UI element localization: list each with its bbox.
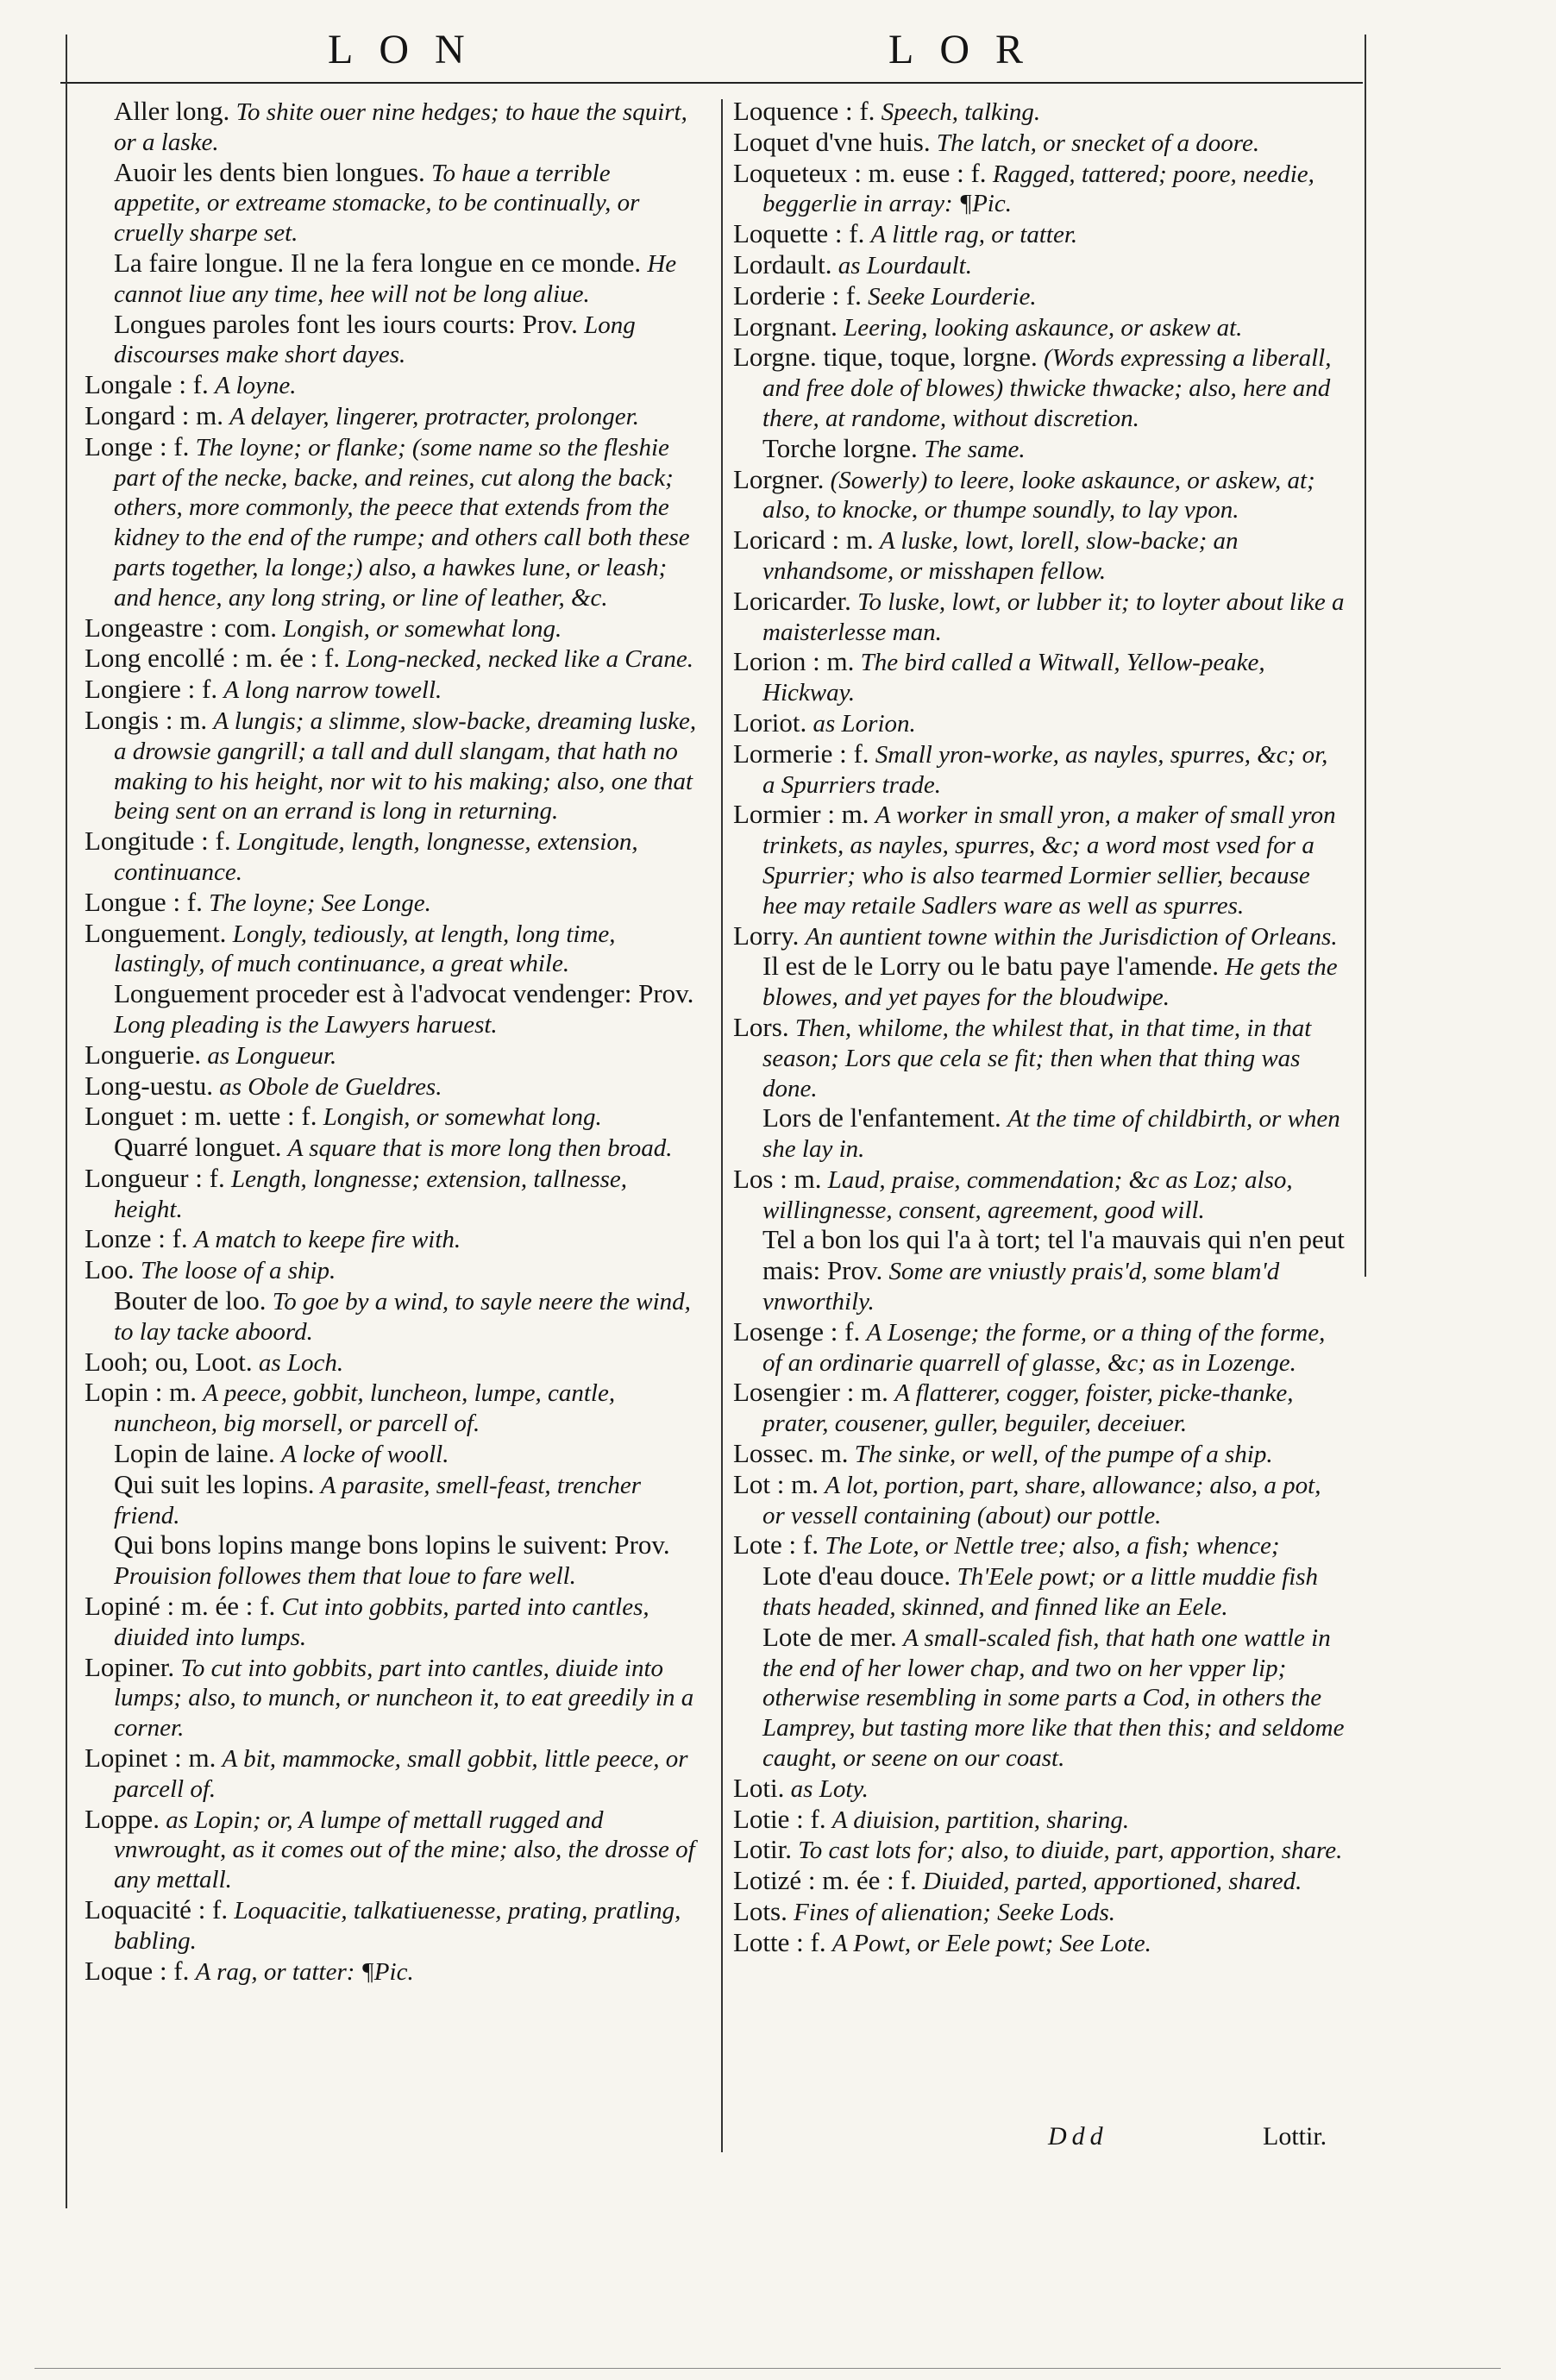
dictionary-entry xyxy=(733,281,1346,312)
entry-definition: Then, whilome, the whilest that, in that time, in that season; Lors que cela se fit; then when that thing was done. xyxy=(762,1014,1312,1102)
dictionary-entry xyxy=(733,128,1346,159)
entry-headword: Torche lorgne. xyxy=(762,432,918,463)
dictionary-entry xyxy=(85,1286,701,1347)
entry-headword: Lopiné : m. ée : f. xyxy=(85,1591,276,1622)
entry-definition: Long discourses make short dayes. xyxy=(114,311,636,369)
entry-headword: Longitude : f. xyxy=(85,826,231,857)
entry-definition: A parasite, smell-feast, trencher friend. xyxy=(114,1471,642,1529)
dictionary-entry xyxy=(85,1895,701,1956)
column-divider xyxy=(721,99,723,2152)
entry-headword: Tel a bon los qui l'a à tort; tel l'a mauvais qui n'en peut mais: Prov. xyxy=(762,1224,1345,1286)
entry-definition: A luske, lowt, lorell, slow-backe; an vnhandsome, or misshapen fellow. xyxy=(762,527,1239,585)
entry-definition: A locke of wooll. xyxy=(281,1441,449,1469)
entry-definition: To goe by a wind, to sayle neere the wind, to lay tacke aboord. xyxy=(114,1288,691,1346)
entry-headword: Lormerie : f. xyxy=(733,738,869,769)
entry-headword: Longuement. xyxy=(85,917,227,948)
entry-definition: Cut into gobbits, parted into cantles, diuided into lumps. xyxy=(114,1593,649,1651)
entry-headword: Lorderie : f. xyxy=(733,279,862,311)
dictionary-entry xyxy=(733,342,1346,433)
entry-headword: Loqueteux : m. euse : f. xyxy=(733,157,987,188)
dictionary-entry xyxy=(85,1530,701,1592)
entry-headword: Lote d'eau douce. xyxy=(762,1561,951,1592)
dictionary-entry xyxy=(85,675,701,706)
dictionary-entry xyxy=(85,1133,701,1164)
entry-headword: Loo. xyxy=(85,1254,135,1285)
entry-definition: The same. xyxy=(924,435,1026,463)
entry-headword: Lorry. xyxy=(733,920,800,951)
entry-definition: To haue a terrible appetite, or extreame stomacke, to be continually, or cruelly sharpe set. xyxy=(114,159,640,248)
dictionary-entry xyxy=(85,432,701,613)
signature-mark: Ddd xyxy=(1048,2122,1108,2151)
dictionary-entry xyxy=(733,1225,1346,1316)
entry-definition: A peece, gobbit, luncheon, lumpe, cantle, nuncheon, big morsell, or parcell of. xyxy=(114,1379,616,1438)
dictionary-entry xyxy=(85,158,701,248)
dictionary-entry xyxy=(733,219,1346,250)
entry-definition: A match to keepe fire with. xyxy=(193,1226,461,1254)
dictionary-entry xyxy=(733,1835,1346,1866)
dictionary-entry xyxy=(85,401,701,432)
entry-headword: Loquacité : f. xyxy=(85,1894,229,1925)
entry-definition: Fines of alienation; Seeke Lods. xyxy=(794,1899,1116,1927)
entry-headword: Longuerie. xyxy=(85,1039,202,1070)
dictionary-entry xyxy=(733,1317,1346,1378)
dictionary-entry xyxy=(85,1164,701,1225)
entry-headword: Loque : f. xyxy=(85,1955,190,1986)
dictionary-entry xyxy=(85,1592,701,1653)
entry-definition: A worker in small yron, a maker of small yron trinkets, as nayles, spurres, &c; a word most vsed for a Spurrier; who is also tearmed Lormier sellier, because hee may retaile Sadlers ware as well as spurres. xyxy=(762,801,1336,920)
dictionary-entry xyxy=(85,706,701,826)
entry-definition: A Losenge; the forme, or a thing of the forme, of an ordinarie quarrell of glasse, &c; as in Lozenge. xyxy=(762,1318,1326,1377)
dictionary-entry xyxy=(85,826,701,888)
entry-definition: Length, longnesse; extension, tallnesse, height. xyxy=(114,1165,628,1223)
entry-definition: A loyne. xyxy=(215,372,297,400)
entry-headword: Longiere : f. xyxy=(85,674,218,705)
entry-headword: Longard : m. xyxy=(85,399,223,430)
entry-headword: Lors. xyxy=(733,1011,789,1042)
entry-definition: A flatterer, cogger, foister, picke-thanke, prater, cousener, guller, beguiler, deceiuer. xyxy=(762,1379,1294,1438)
dictionary-entry xyxy=(733,1805,1346,1836)
entry-definition: To shite ouer nine hedges; to haue the squirt, or a laske. xyxy=(114,98,687,156)
entry-definition: A long narrow towell. xyxy=(223,676,442,705)
entry-headword: Longe : f. xyxy=(85,430,190,462)
dictionary-entry xyxy=(85,248,701,310)
entry-headword: Lorgnant. xyxy=(733,311,838,342)
entry-definition: as Lopin; or, A lumpe of mettall rugged and vnwrought, as it comes out of the mine; also, the drosse of any mettall. xyxy=(114,1805,695,1894)
entry-headword: Lote : f. xyxy=(733,1529,819,1561)
entry-definition: Longitude, length, longnesse, extension, continuance. xyxy=(114,828,638,886)
dictionary-entry xyxy=(733,465,1346,526)
dictionary-entry xyxy=(85,1102,701,1133)
entry-definition: The loyne; or flanke; (some name so the fleshie part of the necke, backe, and reines, cut along the back; others, more commonly, the peece that extends from the kidney to the end of the rumpe; and others call both these parts together, la longe;) also, a hawkes lune, or leash; and hence, any long string, or line of leather, &c. xyxy=(114,433,690,612)
dictionary-entry xyxy=(733,1561,1346,1623)
entry-definition: as Longueur. xyxy=(207,1041,337,1070)
entry-definition: Speech, talking. xyxy=(881,98,1041,126)
catchword: Lottir. xyxy=(1263,2122,1327,2151)
entry-headword: Lotte : f. xyxy=(733,1926,826,1957)
entry-definition: (Words expressing a liberall, and free dole of blowes) thwicke thwacke; also, here and there, at randome, without discretion. xyxy=(762,344,1332,432)
entry-headword: Aller long. xyxy=(114,96,230,126)
entry-definition: A Powt, or Eele powt; See Lote. xyxy=(831,1929,1151,1957)
right-running-head: LOR xyxy=(888,27,1049,72)
entry-headword: Lot : m. xyxy=(733,1468,819,1499)
entry-headword: Lotir. xyxy=(733,1834,793,1865)
entry-definition: An auntient towne within the Jurisdiction of Orleans. xyxy=(805,922,1338,951)
entry-headword: Lote de mer. xyxy=(762,1621,897,1652)
entry-definition: Seeke Lourderie. xyxy=(868,282,1037,311)
entry-definition: The Lote, or Nettle tree; also, a fish; whence; xyxy=(825,1532,1280,1561)
entry-definition: A rag, or tatter: ¶Pic. xyxy=(195,1957,414,1986)
entry-definition: as Obole de Gueldres. xyxy=(219,1072,442,1101)
entry-headword: Lordault. xyxy=(733,248,832,279)
dictionary-entry xyxy=(733,800,1346,920)
entry-headword: Losengier : m. xyxy=(733,1377,888,1408)
entry-definition: To cast lots for; also, to diuide, part, apportion, share. xyxy=(798,1837,1343,1865)
entry-definition: A square that is more long then broad. xyxy=(287,1134,673,1163)
dictionary-entry xyxy=(733,250,1346,281)
dictionary-entry xyxy=(85,1743,701,1805)
entry-headword: Loricarder. xyxy=(733,585,851,616)
entry-headword: Loriot. xyxy=(733,706,807,738)
entry-headword: Longuement proceder est à l'advocat vendenger: Prov. xyxy=(114,978,694,1009)
dictionary-entry xyxy=(85,613,701,644)
dictionary-entry xyxy=(85,979,701,1040)
dictionary-entry xyxy=(733,312,1346,343)
entry-headword: Lots. xyxy=(733,1896,787,1927)
entry-headword: La faire longue. Il ne la fera longue en ce monde. xyxy=(114,247,642,278)
dictionary-entry xyxy=(85,1470,701,1531)
entry-definition: Laud, praise, commendation; &c as Loz; also, willingnesse, consent, agreement, good will. xyxy=(762,1165,1293,1224)
entry-headword: Loquence : f. xyxy=(733,96,875,126)
entry-definition: as Lourdault. xyxy=(838,251,972,279)
entry-definition: To cut into gobbits, part into cantles, diuide into lumps; also, to munch, or nuncheon it, to eat greedily in a corner. xyxy=(114,1654,694,1743)
dictionary-entry xyxy=(85,310,701,371)
entry-definition: Loquacitie, talkatiuenesse, prating, pratling, babling. xyxy=(114,1897,681,1955)
entry-headword: Loquette : f. xyxy=(733,218,865,249)
dictionary-entry xyxy=(733,647,1346,708)
left-column xyxy=(85,97,701,1987)
entry-headword: Lorgne. tique, toque, lorgne. xyxy=(733,342,1038,373)
entry-headword: Lorion : m. xyxy=(733,646,855,677)
entry-headword: Lopin de laine. xyxy=(114,1438,275,1469)
entry-definition: Leering, looking askaunce, or askew at. xyxy=(844,313,1243,342)
entry-headword: Lorgner. xyxy=(733,463,825,494)
entry-definition: He gets the blowes, and yet payes for the bloudwipe. xyxy=(762,953,1338,1012)
dictionary-entry xyxy=(733,1866,1346,1897)
entry-definition: A bit, mammocke, small gobbit, little peece, or parcell of. xyxy=(114,1745,688,1803)
entry-definition: Longish, or somewhat long. xyxy=(283,614,562,643)
dictionary-entry xyxy=(733,159,1346,220)
dictionary-entry xyxy=(85,97,701,158)
entry-definition: A lungis; a slimme, slow-backe, dreaming luske, a drowsie gangrill; a tall and dull slangam, that hath no making to his height, nor wit to his making; also, one that being sent on an errand is long in returning. xyxy=(114,706,697,826)
dictionary-entry xyxy=(733,1530,1346,1561)
entry-headword: Il est de le Lorry ou le batu paye l'amende. xyxy=(762,951,1219,982)
entry-definition: The latch, or snecket of a doore. xyxy=(936,129,1260,157)
entry-headword: Lotizé : m. ée : f. xyxy=(733,1865,917,1896)
entry-headword: Lopiner. xyxy=(85,1651,175,1682)
entry-headword: Lormier : m. xyxy=(733,799,869,830)
dictionary-entry xyxy=(85,1653,701,1743)
header-rule xyxy=(60,82,1363,84)
entry-headword: Longues paroles font les iours courts: Prov. xyxy=(114,308,578,339)
entry-headword: Qui suit les lopins. xyxy=(114,1468,315,1499)
entry-headword: Longuet : m. uette : f. xyxy=(85,1101,317,1132)
dictionary-entry xyxy=(85,1378,701,1439)
entry-definition: The sinke, or well, of the pumpe of a ship. xyxy=(854,1441,1273,1469)
entry-headword: Quarré longuet. xyxy=(114,1132,282,1163)
dictionary-entry xyxy=(85,919,701,980)
left-frame-rule xyxy=(66,35,67,2208)
entry-definition: A delayer, lingerer, protracter, prolonger. xyxy=(229,402,639,430)
entry-definition: Some are vniustly prais'd, some blam'd vnworthily. xyxy=(762,1258,1280,1316)
entry-definition: A diuision, partition, sharing. xyxy=(831,1805,1130,1834)
entry-definition: (Sowerly) to leere, looke askaunce, or askew, at; also, to knocke, or thumpe soundly, to lay vpon. xyxy=(762,466,1315,524)
dictionary-entry xyxy=(733,1165,1346,1226)
entry-definition: Small yron-worke, as nayles, spurres, &c; or, a Spurriers trade. xyxy=(762,740,1328,799)
entry-headword: Looh; ou, Loot. xyxy=(85,1346,253,1377)
entry-definition: as Loty. xyxy=(790,1774,869,1803)
dictionary-entry xyxy=(85,1439,701,1470)
entry-definition: Longish, or somewhat long. xyxy=(323,1103,602,1132)
entry-definition: The bird called a Witwall, Yellow-peake, Hickway. xyxy=(762,649,1265,707)
dictionary-entry xyxy=(733,1378,1346,1439)
entry-definition: The loose of a ship. xyxy=(140,1257,336,1285)
entry-headword: Auoir les dents bien longues. xyxy=(114,156,425,187)
dictionary-entry xyxy=(733,708,1346,739)
entry-headword: Longeastre : com. xyxy=(85,612,277,643)
entry-headword: Bouter de loo. xyxy=(114,1285,267,1316)
dictionary-entry xyxy=(733,1013,1346,1103)
entry-definition: Ragged, tattered; poore, needie, beggerlie in array: ¶Pic. xyxy=(762,160,1314,218)
left-running-head: LON xyxy=(328,27,491,72)
entry-definition: Th'Eele powt; or a little muddie fish thats headed, skinned, and finned like an Eele. xyxy=(762,1563,1319,1622)
entry-definition: A small-scaled fish, that hath one wattle in the end of her lower chap, and two on her vpper lip; otherwise resembling in some parts a Cod, in others the Lamprey, but tasting more like that then this; and seldome caught, or seene on our coast. xyxy=(762,1623,1345,1773)
entry-definition: Prouision followes them that loue to fare well. xyxy=(114,1562,576,1591)
dictionary-entry xyxy=(733,1623,1346,1774)
entry-definition: At the time of childbirth, or when she lay in. xyxy=(762,1105,1340,1164)
dictionary-entry xyxy=(733,97,1346,128)
dictionary-entry xyxy=(85,644,701,675)
entry-headword: Lonze : f. xyxy=(85,1223,188,1254)
dictionary-entry xyxy=(733,1470,1346,1531)
dictionary-entry xyxy=(85,888,701,919)
dictionary-entry xyxy=(85,1347,701,1378)
entry-headword: Longis : m. xyxy=(85,704,208,735)
entry-headword: Lopinet : m. xyxy=(85,1743,216,1774)
entry-headword: Long encollé : m. ée : f. xyxy=(85,643,341,674)
dictionary-entry xyxy=(733,434,1346,465)
dictionary-entry xyxy=(85,1224,701,1255)
right-column xyxy=(733,97,1346,1959)
entry-headword: Loti. xyxy=(733,1772,785,1803)
entry-headword: Qui bons lopins mange bons lopins le suivent: Prov. xyxy=(114,1529,670,1561)
dictionary-entry xyxy=(85,1071,701,1102)
entry-headword: Loppe. xyxy=(85,1803,160,1834)
dictionary-entry xyxy=(733,1928,1346,1959)
entry-headword: Longueur : f. xyxy=(85,1162,225,1193)
dictionary-entry xyxy=(85,1956,701,1988)
dictionary-entry xyxy=(733,1897,1346,1928)
entry-headword: Loquet d'vne huis. xyxy=(733,126,931,157)
entry-headword: Lossec. m. xyxy=(733,1438,849,1469)
dictionary-entry xyxy=(733,1774,1346,1805)
entry-headword: Lors de l'enfantement. xyxy=(762,1102,1001,1133)
entry-definition: The loyne; See Longe. xyxy=(209,889,431,917)
entry-headword: Lotie : f. xyxy=(733,1803,826,1834)
entry-definition: as Loch. xyxy=(258,1348,344,1377)
entry-definition: A little rag, or tatter. xyxy=(870,221,1078,249)
entry-definition: A lot, portion, part, share, allowance; also, a pot, or vessell containing (about) our pottle. xyxy=(762,1471,1321,1529)
entry-headword: Longale : f. xyxy=(85,369,209,400)
dictionary-entry xyxy=(733,921,1346,952)
dictionary-entry xyxy=(733,525,1346,587)
dictionary-entry xyxy=(733,951,1346,1013)
entry-definition: He cannot liue any time, hee will not be long aliue. xyxy=(114,249,677,308)
page-edge-rule xyxy=(35,2368,1501,2369)
dictionary-entry xyxy=(733,1439,1346,1470)
entry-definition: To luske, lowt, or lubber it; to loyter about like a maisterlesse man. xyxy=(762,587,1345,646)
entry-headword: Los : m. xyxy=(733,1163,822,1194)
dictionary-entry xyxy=(85,1805,701,1895)
entry-definition: Longly, tediously, at length, long time, lastingly, of much continuance, a great while. xyxy=(114,920,616,978)
right-frame-rule xyxy=(1365,35,1366,1277)
entry-headword: Lopin : m. xyxy=(85,1377,198,1408)
dictionary-entry xyxy=(85,1255,701,1286)
entry-headword: Long-uestu. xyxy=(85,1070,213,1101)
entry-headword: Losenge : f. xyxy=(733,1316,861,1347)
entry-definition: as Lorion. xyxy=(813,709,916,738)
dictionary-entry xyxy=(733,739,1346,801)
entry-headword: Loricard : m. xyxy=(733,524,874,556)
entry-definition: Long-necked, necked like a Crane. xyxy=(346,645,693,674)
entry-definition: Long pleading is the Lawyers haruest. xyxy=(114,1010,498,1039)
dictionary-entry xyxy=(85,1040,701,1071)
entry-definition: Diuided, parted, apportioned, shared. xyxy=(922,1868,1302,1896)
entry-headword: Longue : f. xyxy=(85,886,203,917)
dictionary-entry xyxy=(733,587,1346,648)
dictionary-entry xyxy=(733,1103,1346,1165)
dictionary-entry xyxy=(85,370,701,401)
